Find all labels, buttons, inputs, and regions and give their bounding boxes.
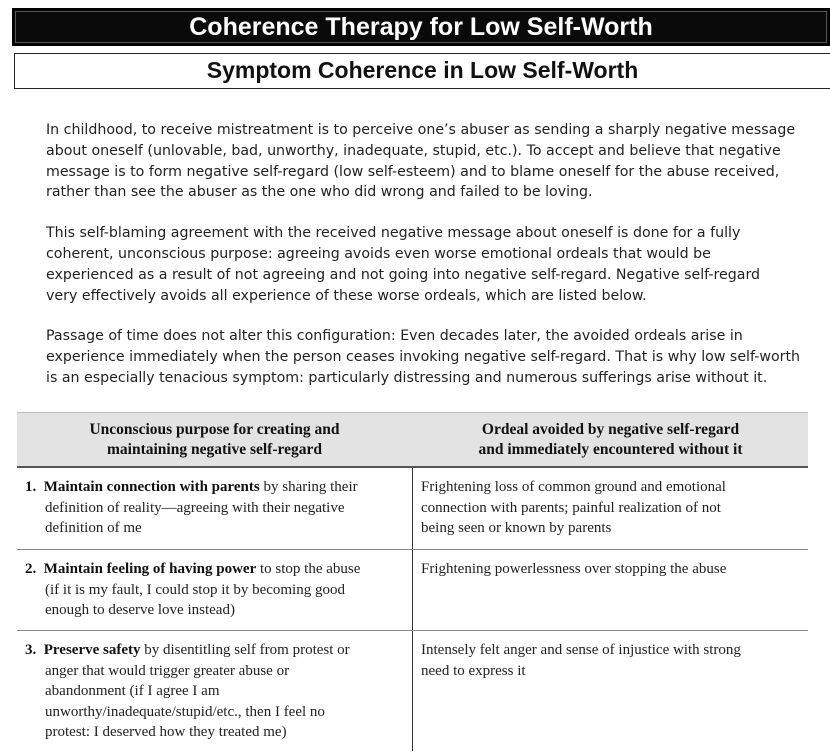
header-line: Unconscious purpose for creating and <box>89 420 340 438</box>
text-line: definition of me <box>45 520 142 536</box>
column-header-purpose <box>17 413 412 466</box>
text-line: experienced as a result of not agreeing and not going into negative self-regard. Negative self-regard <box>46 266 761 283</box>
purpose-text: by disentitling self from protest or <box>140 642 350 658</box>
purpose-lead: Preserve safety <box>43 642 141 658</box>
ordeal-cell <box>421 477 801 539</box>
text-line: protest: I deserved how they treated me) <box>45 724 287 740</box>
header-line: Ordeal avoided by negative self-regard <box>481 420 740 438</box>
intro-paragraph-1 <box>46 120 830 203</box>
table-row <box>17 550 808 631</box>
text-line <box>25 559 405 580</box>
text-line: about oneself (unlovable, bad, unworthy, inadequate, stupid, etc.). To accept and believe that negative <box>46 142 781 159</box>
purpose-cell <box>25 559 405 621</box>
row-number: 1. <box>25 479 37 495</box>
purpose-lead: Maintain connection with parents <box>43 479 260 495</box>
text-line: enough to deserve love instead) <box>45 602 235 618</box>
table-header <box>17 412 808 468</box>
text-line: anger that would trigger greater abuse or <box>45 662 290 679</box>
symptom-table <box>17 412 808 756</box>
text-line: connection with parents; painful realization of not <box>421 499 721 516</box>
purpose-cell <box>25 640 405 743</box>
text-line <box>25 477 405 498</box>
text-line: (if it is my fault, I could stop it by becoming good <box>45 581 345 598</box>
purpose-cell <box>25 477 405 539</box>
text-line: very effectively avoids all experience of these worse ordeals, which are listed below. <box>46 287 647 304</box>
intro-text <box>46 120 830 409</box>
purpose-text: by sharing their <box>259 479 358 495</box>
text-line: coherent, unconscious purpose: agreeing avoids even worse emotional ordeals that would be <box>46 245 711 262</box>
text-line: Frightening loss of common ground and emotional <box>421 479 726 495</box>
intro-paragraph-3 <box>46 326 830 388</box>
text-line: In childhood, to receive mistreatment is to perceive one’s abuser as sending a sharply negative message <box>46 122 796 138</box>
header-line: maintaining negative self-regard <box>107 440 322 458</box>
intro-paragraph-2 <box>46 223 830 306</box>
text-line: Passage of time does not alter this configuration: Even decades later, the avoided ordeals arise in <box>46 328 743 345</box>
text-line: experience immediately when the person ceases invoking negative self-regard. That is why low self-worth <box>46 349 801 366</box>
text-line: definition of reality—agreeing with their negative <box>45 499 345 516</box>
text-line <box>25 640 405 661</box>
row-number: 3. <box>25 642 37 658</box>
purpose-text: to stop the abuse <box>256 561 361 577</box>
title-banner <box>12 8 830 46</box>
purpose-lead: Maintain feeling of having power <box>43 561 257 577</box>
document-subtitle: Symptom Coherence in Low Self-Worth <box>206 57 639 83</box>
text-line: is an especially tenacious symptom: particularly distressing and numerous sufferings arise without it. <box>46 369 768 386</box>
document-title: Coherence Therapy for Low Self-Worth <box>189 13 653 41</box>
text-line: being seen or known by parents <box>421 520 612 536</box>
ordeal-cell <box>421 640 801 681</box>
column-header-ordeal <box>413 413 808 466</box>
subtitle-box <box>14 53 830 89</box>
text-line: need to express it <box>421 662 526 679</box>
row-number: 2. <box>25 561 37 577</box>
text-line: unworthy/inadequate/stupid/etc., then I feel no <box>45 703 325 720</box>
text-line: rather than see the abuser as the one who did wrong and failed to be loving. <box>46 184 593 201</box>
ordeal-cell <box>421 559 801 580</box>
text-line: Intensely felt anger and sense of injustice with strong <box>421 642 741 658</box>
table-row <box>17 631 808 756</box>
table-row <box>17 468 808 550</box>
header-line: and immediately encountered without it <box>478 440 743 458</box>
text-line: abandonment (if I agree I am <box>45 683 220 699</box>
text-line: This self-blaming agreement with the received negative message about oneself is done for a fully <box>46 225 741 242</box>
text-line: message is to form negative self-regard (low self-esteem) and to blame oneself for the abuse received, <box>46 163 780 180</box>
text-line: Frightening powerlessness over stopping the abuse <box>421 561 727 577</box>
